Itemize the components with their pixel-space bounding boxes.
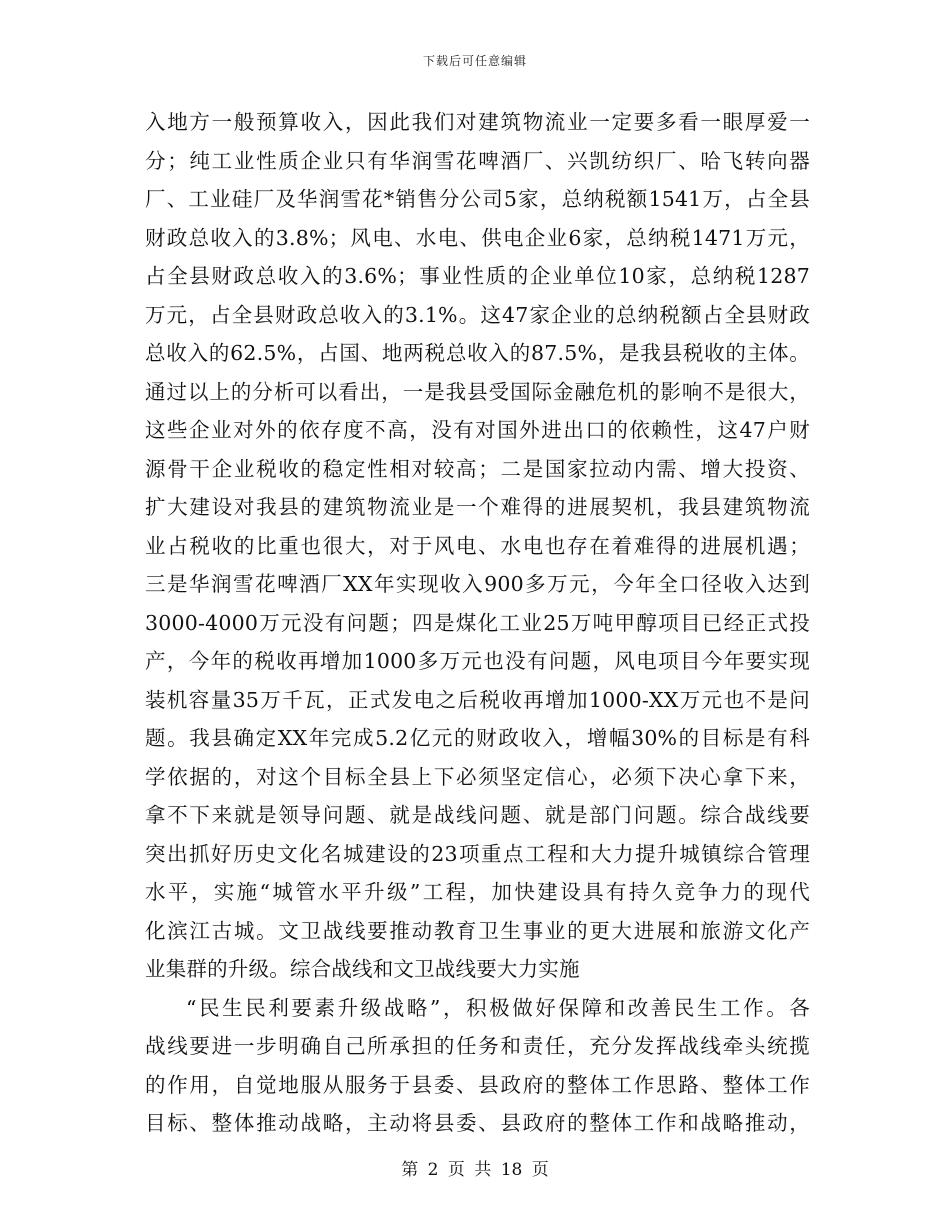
body-line: 通过以上的分析可以看出，一是我县受国际金融危机的影响不是很大， [145, 379, 810, 404]
body-line: 的作用，自觉地服从服务于县委、县政府的整体工作思路、整体工作 [145, 1072, 810, 1097]
body-line: 化滨江古城。文卫战线要推动教育卫生事业的更大进展和旅游文化产 [145, 918, 810, 943]
body-line: 战线要进一步明确自己所承担的任务和责任，充分发挥战线牵头统揽 [145, 1034, 810, 1058]
body-line: 源骨干企业税收的稳定性相对较高；二是国家拉动内需、增大投资、 [145, 456, 810, 481]
body-line: 题。我县确定XX年完成5.2亿元的财政收入，增幅30%的目标是有科 [145, 726, 810, 750]
body-line: 业集群的升级。综合战线和文卫战线要大力实施 [145, 957, 580, 981]
body-line: 学依据的，对这个目标全县上下必须坚定信心，必须下决心拿下来， [145, 764, 810, 789]
page-number-footer: 第 2 页 共 18 页 [401, 1160, 549, 1180]
body-line: 分；纯工业性质企业只有华润雪花啤酒厂、兴凯纺织厂、哈飞转向器 [145, 148, 810, 173]
body-line: 水平，实施“城管水平升级”工程，加快建设具有持久竞争力的现代 [145, 880, 810, 904]
body-line: 产，今年的税收再增加1000多万元也没有问题，风电项目今年要实现 [145, 649, 810, 673]
document-body [145, 103, 810, 1143]
body-line: 总收入的62.5%，占国、地两税总收入的87.5%，是我县税收的主体。 [145, 341, 810, 365]
body-line: 厂、工业硅厂及华润雪花*销售分公司5家，总纳税额1541万，占全县 [145, 187, 810, 211]
body-line: 突出抓好历史文化名城建设的23项重点工程和大力提升城镇综合管理 [145, 841, 810, 866]
body-line: 万元，占全县财政总收入的3.1%。这47家企业的总纳税额占全县财政 [145, 302, 810, 327]
body-line: 三是华润雪花啤酒厂XX年实现收入900多万元，今年全口径收入达到 [145, 572, 810, 596]
body-line: 这些企业对外的依存度不高，没有对国外进出口的依赖性，这47户财 [145, 418, 810, 442]
body-line: 入地方一般预算收入，因此我们对建筑物流业一定要多看一眼厚爱一 [145, 110, 810, 134]
body-line: 业占税收的比重也很大，对于风电、水电也存在着难得的进展机遇； [145, 533, 810, 558]
body-line: 目标、整体推动战略，主动将县委、县政府的整体工作和战略推动， [145, 1111, 810, 1135]
body-line: 3000-4000万元没有问题；四是煤化工业25万吨甲醇项目已经正式投 [145, 610, 810, 635]
body-line: 拿不下来就是领导问题、就是战线问题、就是部门问题。综合战线要 [145, 803, 810, 827]
body-line: 扩大建设对我县的建筑物流业是一个难得的进展契机，我县建筑物流 [145, 495, 810, 519]
paragraph-start-line: “民生民利要素升级战略”，积极做好保障和改善民生工作。各 [186, 995, 810, 1020]
page-header: 下载后可任意编辑 [422, 54, 527, 68]
body-line: 装机容量35万千瓦，正式发电之后税收再增加1000-XX万元也不是问 [145, 687, 810, 712]
body-line: 占全县财政总收入的3.6%；事业性质的企业单位10家，总纳税1287 [145, 264, 810, 288]
body-line: 财政总收入的3.8%；风电、水电、供电企业6家，总纳税1471万元， [145, 225, 810, 250]
